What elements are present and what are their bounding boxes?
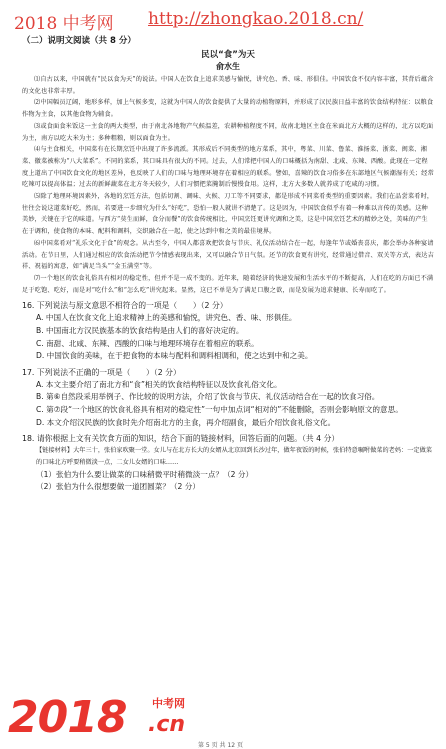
option-d[interactable]: D. 本文介绍汉民族的饮食时先介绍南北方的主食，再介绍副食，最后介绍饮食礼俗文化。 (36, 417, 336, 427)
question-18 (22, 432, 434, 494)
article-paragraph-6: ⑹中国菜肴对“礼乐文化于食”的观念。从古至今，中国人都喜欢把饮食与节庆、礼仪活动结合在一起，每逢年节或婚丧喜庆，都会举办各种宴请活动。在节日里，人们通过相应的饮食活动把节令情感表现出来，又可以融合节日气氛。还节的饮食更有讲究，经常通过借音、双关等方式，表达吉祥、祝福的寓意，如“满足当头”“金玉满堂”等。 (22, 239, 434, 271)
option-d[interactable]: D. 中国饮食的美味，在于把食物的本味与配料和调料相调和，使之达到中和之美。 (36, 351, 313, 361)
watermark-header (0, 0, 446, 34)
article-paragraph-5: ⑸除了地理环境因素外，各地的烹饪方法，包括切割、调味、火候、刀工等不同要求，都是形成不同菜肴类型的重要因素。我们在品尝菜肴时，往往会说这道菜好吃，然而，若要进一步细究为什么“好吃”，恐怕一般人就讲不清楚了。这是因为，中国饮食似乎有着一种难以言传的美感。这种美妙，关键在于它的味道。与西方“莫生而鲜，食分而餐”的饮食传统相比，中国烹饪更讲究调和之美，这是中国烹饪艺术的精妙之处，美味的产生在于调和，使食物的本味、配料和调料，交织融合在一起，使之达到中和之美的最佳境界。 (22, 193, 434, 236)
question-stem: 16. 下列说法与原文意思不相符合的一项是（ ）（2 分） (22, 301, 228, 311)
option-b[interactable]: B. 第⑥自然段采用举例子、作比较的说明方法，介绍了饮食与节庆、礼仪活动结合在一起的饮食习俗。 (36, 392, 380, 402)
article-paragraph-4: ⑷与主食相关，中国菜有在长期烹饪中出现了许多流派。其形成后不同类型的地方菜系，其中，粤菜、川菜、鲁菜、淮扬菜、浙菜、闽菜、湘菜、徽菜被称为“八大菜系”。不同的菜系，其口味具有很大的不同。过去，人们常把中国人的口味概括为南甜、北咸、东辣、西酸。此现在一定程度上道出了中国饮食文化的地区差异，也反映了人们的口味与地理环境存在着相应的联系。譬如，喜辣的饮食习俗多在东部地区气候潮湿有关；经常吃辣可以提高体温；过去的新鲜蔬菜在北方冬天较少，人们习惯把菜腌制后慢慢食用。这样，北方大多数人就养成了吃咸的习惯。 (22, 146, 434, 189)
option-a[interactable]: A. 本文主要介绍了南北方和“食”相关的饮食结构特征以及饮食礼俗文化。 (36, 379, 282, 389)
question-stem: 17. 下列说法不正确的一项是（ ）（2 分） (22, 367, 181, 377)
logo-year-text: 2018 (8, 692, 127, 743)
logo-domain-suffix: .cn (148, 712, 186, 737)
article-paragraph-7: ⑺一个地区的饮食礼俗具有相对的稳定性，但并不是一成不变的。近年来，随着经济的快速发展和生活水平的不断提高，人们在吃的方面已不满足于吃饱、吃好，而是对“吃什么”和“怎么吃”讲究起来。显然，这已不单是为了满足口腹之欲，而是发展为追求健康、长寿而吃了。 (22, 274, 434, 294)
article-paragraph-3: ⑶或食面食米饭这一主食的两大类型，由于南北各地物产气候温差，农耕种植程度不同，故南北地区主食在米面北方大概的这样的，北方以吃面为主，南方以吃大米为主；多种粗粮，则以面食为主。 (22, 122, 434, 142)
section-title: （二）说明文阅读（共 8 分） (22, 36, 136, 46)
article-author: 俞水生 (216, 62, 240, 71)
article-title: 民以“食”为天 (201, 50, 255, 60)
option-b[interactable]: B. 中国南北方汉民族基本的饮食结构是由人们的喜好决定的。 (36, 325, 244, 335)
question-17 (22, 366, 434, 429)
watermark-site-name: 2018 中考网 (14, 14, 114, 34)
link-material: 【链接材料】大年三十，张伯家吹聚一堂。女儿与在北方长大的女婿从北京回到长沙过年，做年夜饭的时候，张伯特意嘱咐做菜的老妈：一定做菜的口味北方呼要稍微淡一点，二女儿女婿的口味…… (36, 447, 432, 466)
sub-question-2: （2）张伯为什么很想要做一道团圆菜？（2 分） (36, 482, 200, 492)
page-number: 第 5 页 共 12 页 (198, 742, 243, 749)
option-c[interactable]: C. 第⑦段“一个地区的饮食礼俗具有相对的稳定性”一句中加点词“相对的”不能删除，否则会影响原文的意思。 (36, 404, 403, 414)
question-stem: 18. 请你根据上文有关饮食方面的知识，结合下面的链接材料，回答后面的问题。（共 4 分） (22, 434, 340, 444)
question-16 (22, 299, 434, 362)
watermark-url-link[interactable]: http://zhongkao.2018.cn/ (148, 9, 364, 29)
logo-site-name: 中考网 (152, 697, 185, 710)
sub-question-1: （1）张伯为什么要让做菜的口味稍微平时稍微淡一点？（2 分） (36, 469, 254, 479)
option-a[interactable]: A. 中国人在饮食文化上追求精神上的美感和愉悦，讲究色、香、味、形俱佳。 (36, 313, 297, 323)
exam-content (22, 34, 434, 494)
option-c[interactable]: C. 南甜、北咸、东辣、西酸的口味与地理环境存在着相应的联系。 (36, 338, 259, 348)
article-paragraph-2: ⑵中国幅员辽阔，地形多样，加上气候多变，这就为中国人的饮食提供了大量的动植物原料，并形成了汉民族日益丰富的饮食结构特征：以粮食作物为主食，以其他食物为辅食。 (22, 99, 434, 119)
article-paragraph-1: ⑴自古以来，中国就有“民以食为天”的说法。中国人在饮食上追求美感与愉悦，讲究色、香、味、形俱佳。中国饮食不仅内容丰富，其背后蕴含的文化也非常丰厚。 (22, 76, 434, 95)
